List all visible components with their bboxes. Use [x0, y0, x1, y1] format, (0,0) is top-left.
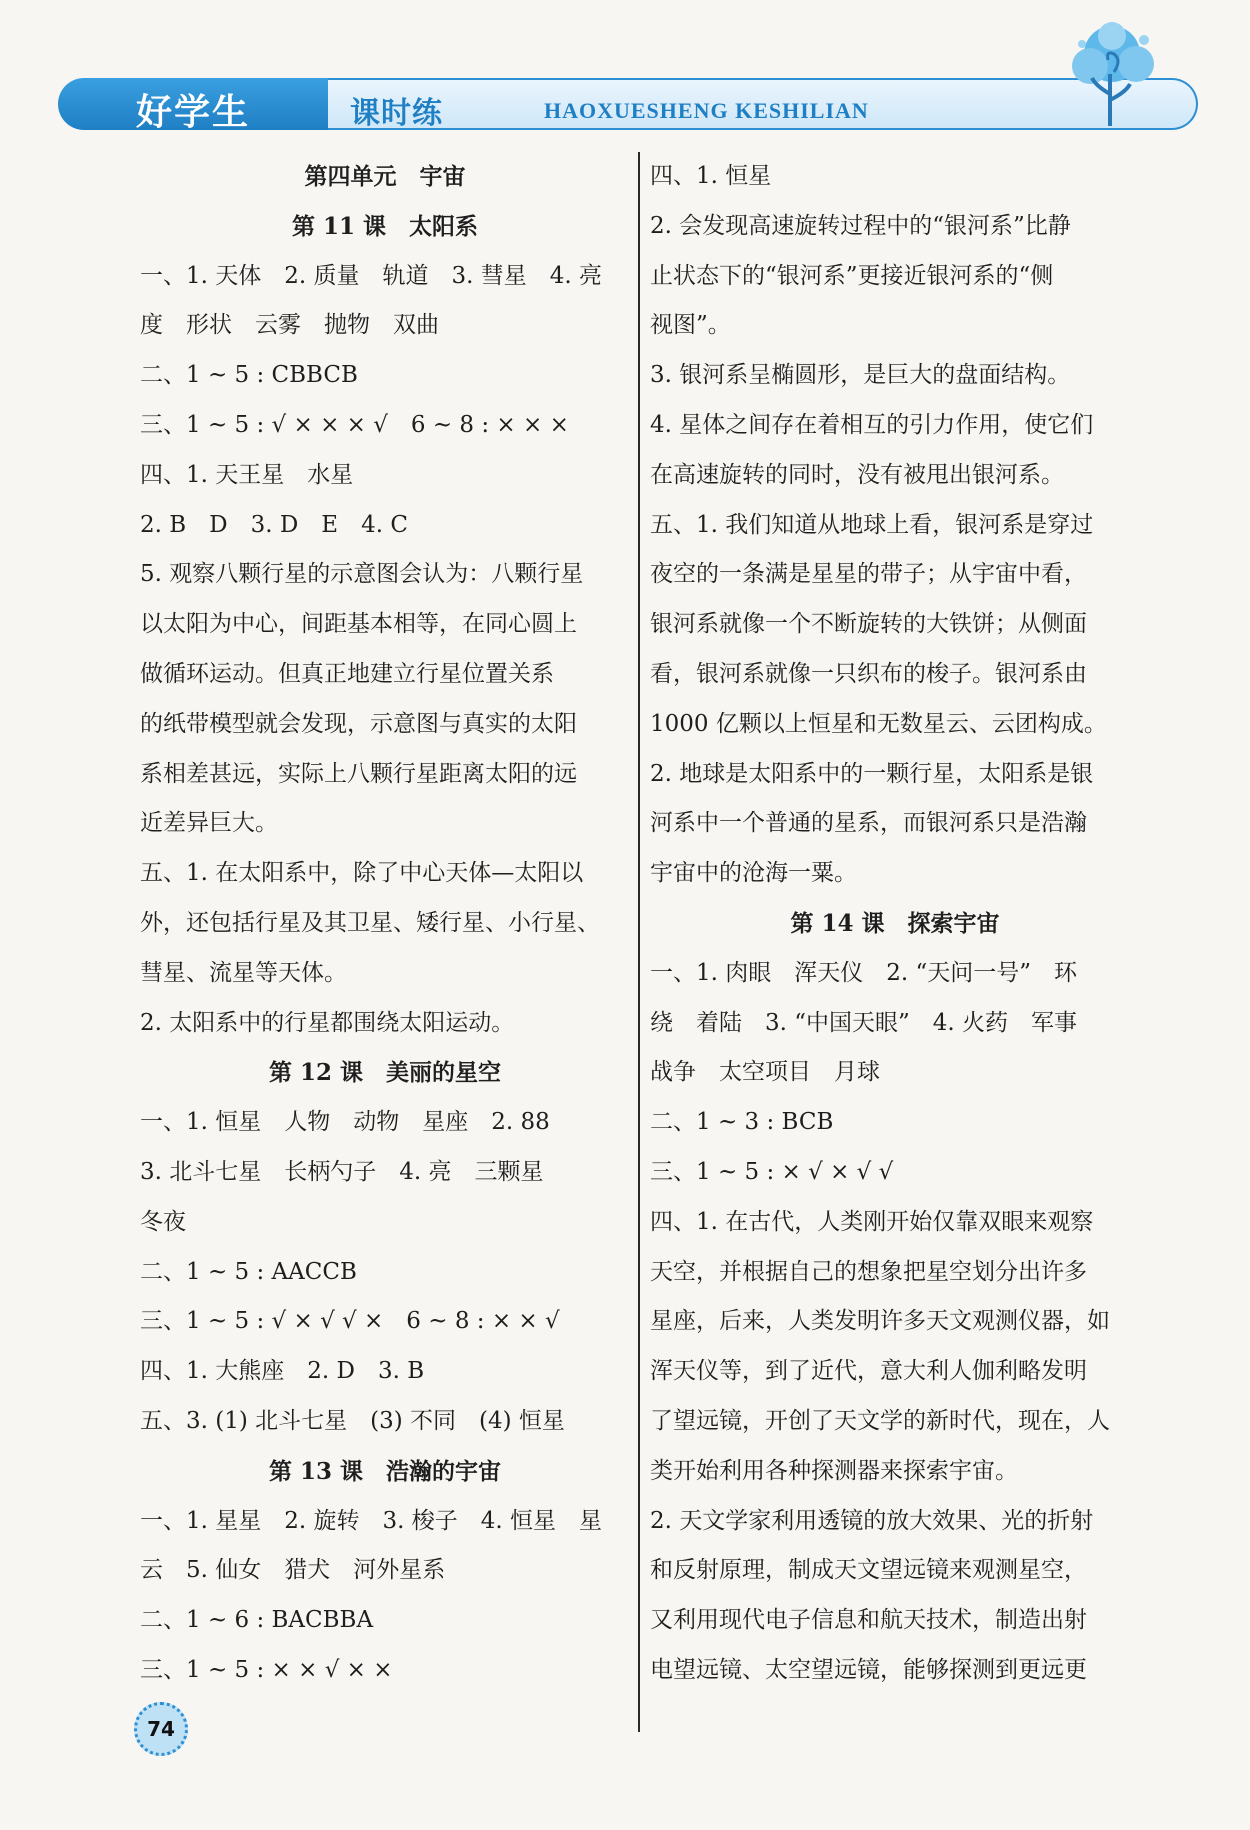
text-line: 度 形状 云雾 抛物 双曲: [140, 312, 439, 339]
text-line: 星座，后来，人类发明许多天文观测仪器，如: [650, 1308, 1110, 1335]
text-line: 河系中一个普通的星系，而银河系只是浩瀚: [650, 810, 1087, 837]
text-line: 类开始利用各种探测器来探索宇宙。: [650, 1457, 1018, 1484]
text-line: 二、1 ~ 5 : CBBCB: [140, 362, 358, 389]
text-line: 战争 太空项目 月球: [650, 1059, 880, 1086]
column-divider: [638, 152, 640, 1732]
text-line: 五、1. 我们知道从地球上看，银河系是穿过: [650, 511, 1094, 538]
text-line: 天空，并根据自己的想象把星空划分出许多: [650, 1258, 1087, 1285]
header-brand: 好学生: [136, 92, 251, 133]
page-number: 74: [134, 1702, 188, 1756]
text-line: 3. 银河系呈椭圆形，是巨大的盘面结构。: [650, 362, 1071, 389]
section-title: 第 14 课 探索宇宙: [790, 909, 1000, 937]
text-line: 止状态下的“银河系”更接近银河系的“侧: [650, 262, 1054, 289]
text-line: 外，还包括行星及其卫星、矮行星、小行星、: [140, 909, 600, 936]
text-line: 三、1 ~ 5 : √ × √ √ × 6 ~ 8 : × × √: [140, 1308, 560, 1335]
text-line: 一、1. 恒星 人物 动物 星座 2. 88: [140, 1109, 550, 1136]
text-line: 二、1 ~ 6 : BACBBA: [140, 1607, 374, 1634]
text-line: 冬夜: [140, 1208, 186, 1235]
text-line: 2. 太阳系中的行星都围绕太阳运动。: [140, 1009, 515, 1036]
text-line: 做循环运动。但真正地建立行星位置关系: [140, 660, 554, 687]
text-line: 二、1 ~ 3 : BCB: [650, 1109, 834, 1136]
text-line: 四、1. 天王星 水星: [140, 461, 354, 488]
text-line: 4. 星体之间存在着相互的引力作用，使它们: [650, 411, 1094, 438]
text-line: 5. 观察八颗行星的示意图会认为：八颗行星: [140, 561, 584, 588]
text-line: 夜空的一条满是星星的带子；从宇宙中看，: [650, 561, 1087, 588]
text-line: 五、3. (1) 北斗七星 (3) 不同 (4) 恒星: [140, 1407, 565, 1434]
text-line: 银河系就像一个不断旋转的大铁饼；从侧面: [650, 611, 1087, 638]
section-title: 第 11 课 太阳系: [291, 212, 479, 240]
text-line: 了望远镜，开创了天文学的新时代，现在，人: [650, 1407, 1110, 1434]
text-line: 云 5. 仙女 猎犬 河外星系: [140, 1557, 446, 1584]
header-brand-block: [58, 78, 328, 133]
text-line: 和反射原理，制成天文望远镜来观测星空，: [650, 1557, 1087, 1584]
left-column: [140, 152, 630, 1696]
text-line: 的纸带模型就会发现，示意图与真实的太阳: [140, 710, 577, 737]
text-line: 2. B D 3. D E 4. C: [140, 511, 408, 538]
text-line: 浑天仪等，到了近代，意大利人伽利略发明: [650, 1358, 1087, 1385]
tree-decoration-icon: [1052, 14, 1172, 134]
text-line: 2. 地球是太阳系中的一颗行星，太阳系是银: [650, 760, 1094, 787]
text-line: 1000 亿颗以上恒星和无数星云、云团构成。: [650, 710, 1107, 737]
text-line: 四、1. 在古代，人类刚开始仅靠双眼来观察: [650, 1208, 1094, 1235]
text-line: 以太阳为中心，间距基本相等，在同心圆上: [140, 611, 577, 638]
text-line: 近差异巨大。: [140, 810, 278, 837]
text-line: 又利用现代电子信息和航天技术，制造出射: [650, 1607, 1087, 1634]
text-line: 四、1. 大熊座 2. D 3. B: [140, 1358, 425, 1385]
text-line: 视图”。: [650, 312, 731, 339]
text-line: 四、1. 恒星: [650, 163, 772, 189]
section-title: 第 12 课 美丽的星空: [268, 1059, 502, 1087]
text-line: 电望远镜、太空望远镜，能够探测到更远更: [650, 1656, 1087, 1683]
right-column: [650, 152, 1140, 1696]
text-line: 宇宙中的沧海一粟。: [650, 860, 857, 887]
text-line: 看，银河系就像一只织布的梭子。银河系由: [650, 660, 1087, 687]
text-line: 2. 天文学家利用透镜的放大效果、光的折射: [650, 1507, 1094, 1534]
text-line: 绕 着陆 3. “中国天眼” 4. 火药 军事: [650, 1009, 1078, 1036]
text-line: 系相差甚远，实际上八颗行星距离太阳的远: [140, 760, 577, 787]
text-line: 一、1. 天体 2. 质量 轨道 3. 彗星 4. 亮: [140, 262, 603, 289]
text-line: 一、1. 肉眼 浑天仪 2. “天问一号” 环: [650, 959, 1078, 986]
text-line: 三、1 ~ 5 : × √ × √ √: [650, 1158, 894, 1185]
text-line: 3. 北斗七星 长柄勺子 4. 亮 三颗星: [140, 1158, 544, 1185]
text-line: 二、1 ~ 5 : AACCB: [140, 1258, 357, 1285]
text-line: 五、1. 在太阳系中，除了中心天体—太阳以: [140, 860, 584, 887]
section-title: 第四单元 宇宙: [304, 163, 466, 190]
page-header: [58, 76, 1206, 134]
text-line: 三、1 ~ 5 : × × √ × ×: [140, 1656, 393, 1683]
text-line: 在高速旋转的同时，没有被甩出银河系。: [650, 461, 1064, 488]
text-line: 三、1 ~ 5 : √ × × × √ 6 ~ 8 : × × ×: [140, 411, 569, 438]
header-series: 课时练: [350, 96, 443, 131]
header-pinyin: HAOXUESHENG KESHILIAN: [544, 98, 869, 123]
text-line: 彗星、流星等天体。: [140, 959, 347, 986]
section-title: 第 13 课 浩瀚的宇宙: [268, 1457, 502, 1485]
text-line: 2. 会发现高速旋转过程中的“银河系”比静: [650, 212, 1071, 239]
text-line: 一、1. 星星 2. 旋转 3. 梭子 4. 恒星 星: [140, 1507, 603, 1534]
